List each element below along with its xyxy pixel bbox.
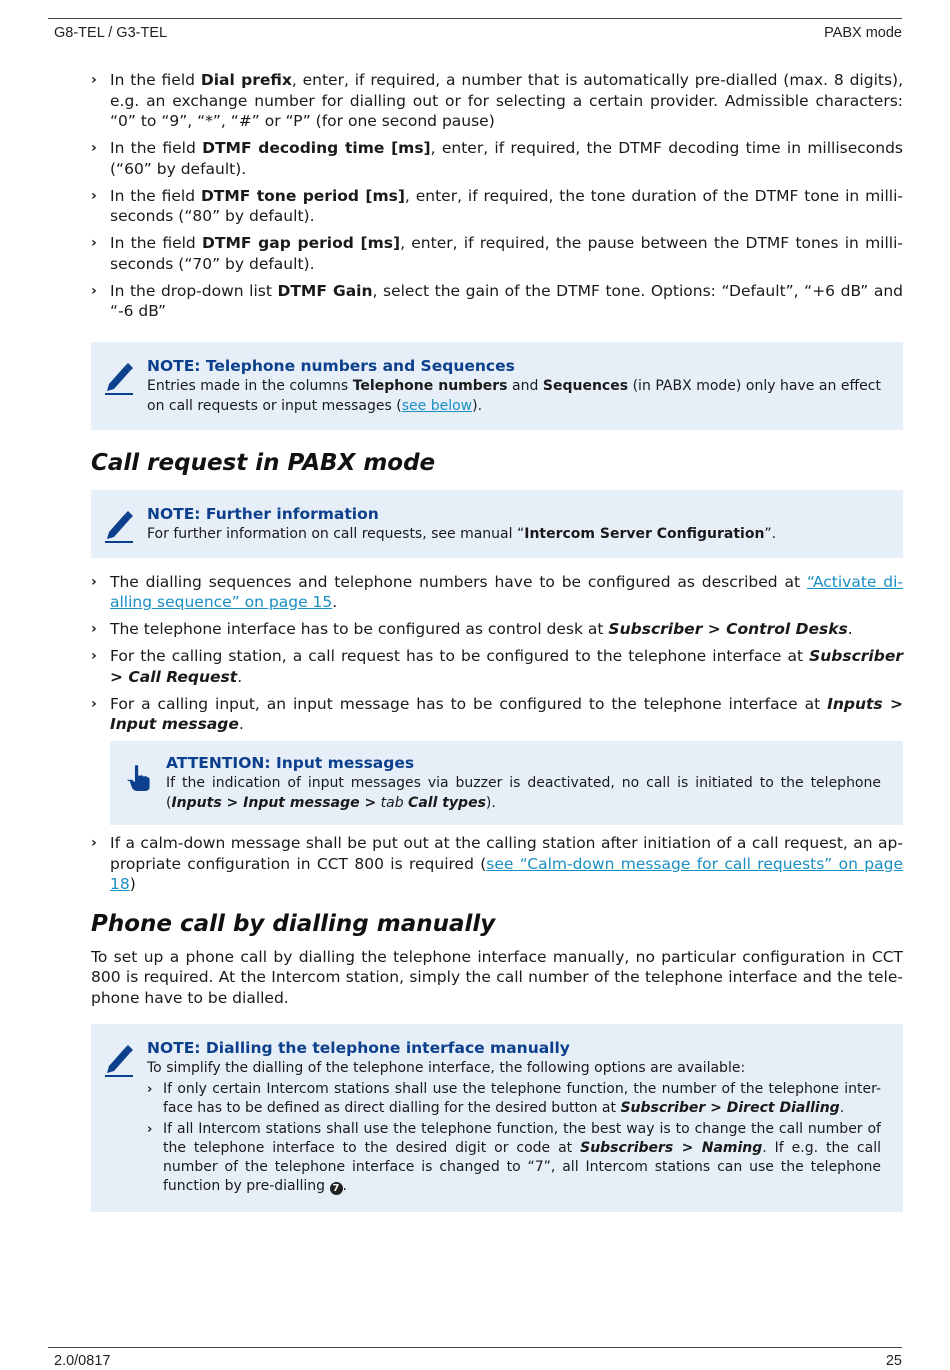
note-box-further-information	[91, 490, 903, 558]
page-footer	[48, 1347, 902, 1370]
header-chapter: PABX mode	[824, 25, 902, 41]
note-title: NOTE: Telephone numbers and Sequences	[147, 356, 515, 375]
list-item: › If a calm-down message shall be put out at the calling station after initiation of a call request, an ap-propriate configuration in CCT 800 is required (see “Calm-down message for call requests” on page 18)	[91, 834, 903, 893]
chevron-right-icon: ›	[91, 72, 97, 88]
page-header	[48, 18, 902, 43]
list-item: › In the drop-down list DTMF Gain, select the gain of the DTMF tone. Options: “Default”, “+6 dB” and “-6 dB”	[91, 281, 903, 320]
chevron-right-icon: ›	[91, 621, 97, 637]
list-item: › In the field DTMF gap period [ms], enter, if required, the pause between the DTMF tones in milli-seconds (“70” by default).	[91, 234, 903, 273]
note-text: For further information on call requests, see manual “Intercom Server Configuration”.	[147, 525, 777, 542]
header-doc-title: G8-TEL / G3-TEL	[54, 25, 168, 41]
page-content	[91, 70, 903, 1212]
note-box-telephone-numbers	[91, 342, 903, 430]
list-item: › If all Intercom stations shall use the telephone function, the best way is to change the call number of the telephone interface to the desired digit or code at Subscribers > Naming. If e.g. the call number of the telephone interface is changed to “7”, all Intercom stations can use the telephone function by pre-dialling 7 .	[147, 1121, 881, 1194]
note-box-dialling-manually	[91, 1024, 903, 1212]
chevron-right-icon: ›	[91, 282, 97, 299]
attention-box-input-messages	[110, 741, 903, 825]
chevron-right-icon: ›	[91, 695, 97, 712]
phone-call-paragraph: To set up a phone call by dialling the telephone interface manually, no particular configuration in CCT 800 is required. At the Intercom station, simply the call number of the telephone interface and the tele-phone have to be dialled.	[91, 947, 903, 1007]
call-request-list	[91, 572, 903, 735]
chevron-right-icon: ›	[147, 1122, 153, 1137]
attention-title: ATTENTION: Input messages	[166, 754, 415, 772]
calm-down-list	[91, 833, 903, 895]
note-intro: To simplify the dialling of the telephone interface, the following options are available:	[147, 1060, 746, 1076]
activate-dialling-sequence-link[interactable]: “Activate di-alling sequence” on page 15	[110, 572, 903, 611]
list-item: › In the field DTMF decoding time [ms], enter, if required, the DTMF decoding time in milliseconds (“60” by default).	[91, 139, 904, 178]
pencil-icon	[103, 358, 135, 396]
chevron-right-icon: ›	[91, 187, 97, 204]
list-item: › In the field Dial prefix, enter, if required, a number that is automatically pre-dialled (max. 8 digits), e.g. an exchange number for dialling out or for selecting a certain provider. Admissible characters: “0” to “9”, “*”, “#” or “P” (for one second pause)	[91, 71, 904, 130]
section-title-call-request: Call request in PABX mode	[91, 449, 436, 476]
settings-list	[91, 70, 903, 322]
list-item: › For a calling input, an input message has to be configured to the telephone interface at Inputs > Input message.	[91, 694, 903, 733]
list-item: › The dialling sequences and telephone numbers have to be configured as described at “Activate di-alling sequence” on page 15.	[91, 572, 903, 611]
chevron-right-icon: ›	[91, 235, 97, 251]
note-title: NOTE: Further information	[147, 504, 379, 523]
attention-text: If the indication of input messages via buzzer is deactivated, no call is initiated to the telephone (Inputs > Input message > tab Call types).	[166, 775, 881, 811]
digit-key-icon: 7	[330, 1182, 343, 1195]
chevron-right-icon: ›	[91, 648, 97, 664]
list-item: › If only certain Intercom stations shall use the telephone function, the number of the telephone inter-face has to be defined as direct dialling for the desired button at Subscriber > Direct Dialling.	[147, 1081, 881, 1116]
note-text: Entries made in the columns Telephone numbers and Sequences (in PABX mode) only have an effect on call requests or input messages (see below).	[147, 377, 881, 414]
pencil-icon	[103, 1040, 135, 1078]
calm-down-message-link[interactable]: see “Calm-down message for call requests” on page 18	[110, 854, 903, 893]
note-title: NOTE: Dialling the telephone interface manually	[147, 1039, 570, 1057]
page-number: 25	[885, 1353, 902, 1369]
pointing-hand-icon	[126, 759, 152, 797]
list-item: › For the calling station, a call request has to be configured to the telephone interface at Subscriber > Call Request.	[91, 647, 903, 686]
section-title-phone-call: Phone call by dialling manually	[91, 910, 496, 937]
see-below-link[interactable]: see below	[401, 397, 473, 414]
footer-version: 2.0/0817	[54, 1353, 111, 1369]
chevron-right-icon: ›	[91, 140, 97, 156]
chevron-right-icon: ›	[91, 835, 97, 851]
list-item: › The telephone interface has to be configured as control desk at Subscriber > Control Desks.	[91, 620, 853, 638]
chevron-right-icon: ›	[91, 573, 97, 590]
pencil-icon	[103, 506, 135, 544]
dialling-options-list	[147, 1080, 881, 1196]
chevron-right-icon: ›	[147, 1082, 153, 1097]
list-item: › In the field DTMF tone period [ms], enter, if required, the tone duration of the DTMF tone in milli-seconds (“80” by default).	[91, 186, 903, 225]
